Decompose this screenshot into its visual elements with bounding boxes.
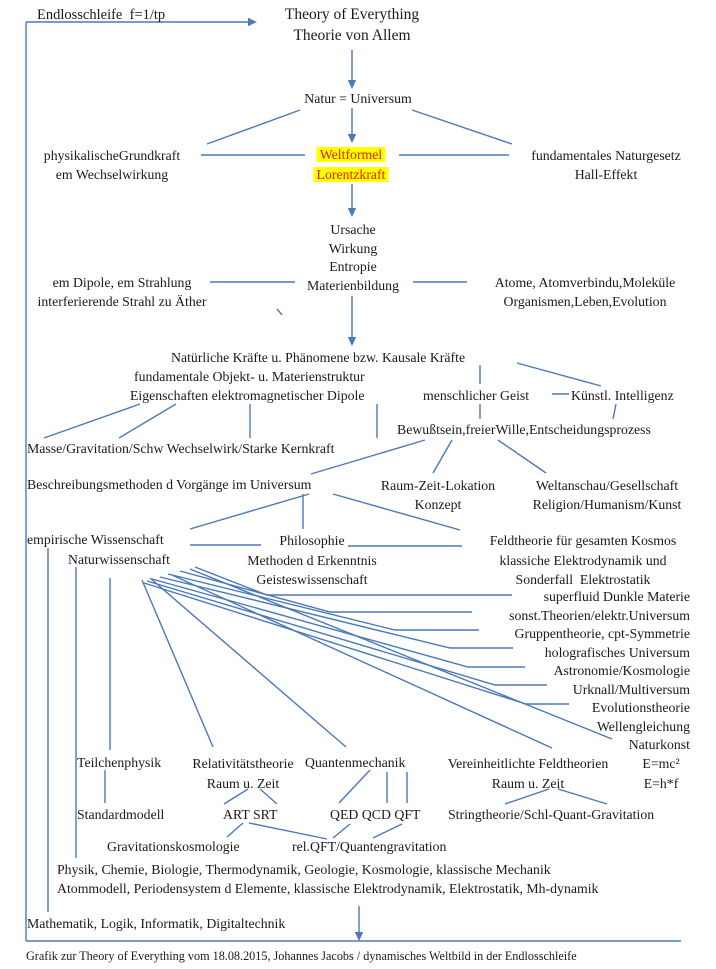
arrowhead-loop-top [248, 18, 257, 26]
node-quantenmechanik [305, 754, 405, 773]
connector-beschreibung-to-empirische [190, 494, 309, 529]
node-caption-line: Grafik zur Theory of Everything vom 18.08.2015, Johannes Jacobs / dynamisches Weltbild in der Endlosschleife [26, 949, 577, 963]
node-physikalische-grundkraft [44, 146, 180, 184]
connector-qed-to-relqft [333, 824, 350, 838]
node-relativitaetstheorie [192, 754, 293, 794]
node-em-dipole-line: interferierende Strahl zu Äther [37, 293, 207, 309]
connector-natur-to-grundkraft [207, 110, 300, 144]
node-ursache-gruppe [307, 221, 399, 296]
node-atome-line: Organismen,Leben,Evolution [503, 293, 667, 309]
node-sonst-theorien [509, 607, 690, 626]
node-philosophie-line: Methoden d Erkenntnis [247, 552, 377, 568]
node-beschreibungsmethoden [27, 476, 311, 495]
node-naturwissenschaft [68, 551, 170, 570]
node-naturkonst [629, 736, 690, 755]
connector-bewusstsein-to-raumzeit [433, 440, 452, 473]
node-wellengleichung-line: Wellengleichung [596, 719, 690, 734]
node-ursache-gruppe-line: Entropie [329, 259, 377, 275]
node-weltanschau-line: Weltanschau/Gesellschaft [535, 478, 679, 493]
connector-fan-relativitaet [142, 580, 213, 747]
node-holografisches-universum [545, 644, 690, 663]
arrowhead-title-to-natur [348, 80, 356, 89]
connector-artsrt-to-relqft [249, 823, 327, 839]
node-qed-qcd-qft [330, 806, 420, 825]
node-weltformel-line: Weltformel [317, 147, 385, 162]
node-endlosschleife [37, 6, 165, 25]
connector-natur-to-naturgesetz [412, 110, 512, 144]
node-physik-reihe-line: Physik, Chemie, Biologie, Thermodynamik, Geologie, Kosmologie, klassische Mechanik [57, 862, 551, 877]
node-gravitationskosmologie [107, 838, 240, 857]
node-formeln [642, 754, 679, 794]
node-mathematik-reihe-line: Mathematik, Logik, Informatik, Digitaltechnik [27, 916, 286, 931]
node-feldtheorie-kosmos-line: Sonderfall Elektrostatik [515, 572, 651, 587]
node-raum-zeit-lokation-line: Konzept [414, 497, 462, 512]
node-em-dipole-line: em Dipole, em Strahlung [52, 275, 192, 290]
connector-stray-mark [277, 309, 282, 315]
node-weltformel-line: Lorentzkraft [314, 167, 389, 182]
node-natur-universum [304, 90, 411, 109]
node-empirische-wissenschaft [27, 531, 164, 550]
node-raum-zeit-lokation [381, 476, 495, 514]
node-evolutionstheorie-line: Evolutionstheorie [591, 700, 690, 715]
node-philosophie [247, 531, 377, 590]
arrowhead-weltformel-to-ursache [348, 208, 356, 217]
node-raum-zeit-lokation-line: Raum-Zeit-Lokation [380, 478, 496, 493]
node-menschlicher-geist [423, 387, 529, 406]
node-atome [495, 274, 675, 311]
node-wellengleichung [597, 718, 690, 737]
node-atommodell-reihe-line: Atommodell, Periodensystem d Elemente, klassische Elektrodynamik, Elektrostatik, Mh-dynamik [57, 881, 599, 896]
node-atommodell-reihe [57, 880, 598, 899]
node-fundamentale-objektstruktur [134, 368, 365, 387]
node-philosophie-line: Philosophie [279, 533, 345, 548]
node-fundamentales-naturgesetz [531, 146, 681, 184]
node-title [285, 4, 419, 46]
node-title-line: Theory of Everything [284, 6, 420, 23]
connector-quanten-to-qed [339, 770, 370, 803]
node-superfluid-line: superfluid Dunkle Materie [543, 589, 690, 604]
node-qed-qcd-qft-line: QED QCD QFT [330, 807, 421, 822]
node-urknall-multiversum-line: Urknall/Multiversum [572, 682, 690, 697]
node-relativitaetstheorie-line: Relativitätstheorie [192, 756, 294, 771]
node-philosophie-line: Geisteswissenschaft [256, 572, 368, 587]
node-bewusstsein [397, 421, 651, 440]
node-standardmodell [77, 806, 164, 825]
node-ursache-gruppe-line: Materienbildung [307, 278, 399, 294]
node-art-srt-line: ART SRT [223, 807, 278, 822]
node-weltformel [314, 145, 389, 185]
node-ursache-gruppe-line: Ursache [330, 222, 376, 237]
arrowhead-materienbildung-to-kraefte [348, 337, 356, 346]
node-sonst-theorien-line: sonst.Theorien/elektr.Universum [509, 608, 690, 623]
node-feldtheorie-kosmos-line: Feldtheorie für gesamten Kosmos [489, 533, 677, 548]
node-astronomie-kosmologie [554, 662, 690, 681]
arrowhead-return-arrow [355, 932, 363, 941]
node-eigenschaften-dipole [130, 387, 364, 406]
connector-ki-to-bewusstsein [613, 404, 616, 419]
node-title-line: Theorie von Allem [293, 27, 411, 44]
node-fundamentales-naturgesetz-line: fundamentales Naturgesetz [531, 148, 681, 163]
node-gravitationskosmologie-line: Gravitationskosmologie [107, 839, 240, 854]
node-fundamentale-objektstruktur-line: fundamentale Objekt- u. Materienstruktur [134, 369, 365, 384]
node-beschreibungsmethoden-line: Beschreibungsmethoden d Vorgänge im Universum [27, 477, 312, 492]
connector-fan-quantenmechanik [150, 578, 346, 747]
node-masse-gravitation-line: Masse/Gravitation/Schw Wechselwirk/Starke Kernkraft [27, 441, 335, 456]
node-urknall-multiversum [573, 681, 690, 700]
connector-qft-to-relqft [373, 824, 402, 838]
node-caption [26, 947, 577, 966]
node-endlosschleife-line: Endlosschleife f=1/tp [37, 7, 166, 23]
node-vereinheitlichte-feldtheorien-line: Raum u. Zeit [491, 776, 565, 791]
node-stringtheorie-line: Stringtheorie/Schl-Quant-Gravitation [448, 807, 655, 822]
node-em-dipole [38, 274, 207, 311]
node-natuerliche-kraefte [171, 349, 465, 368]
node-naturwissenschaft-line: Naturwissenschaft [68, 552, 170, 567]
node-physikalische-grundkraft-line: physikalischeGrundkraft [43, 148, 181, 163]
node-menschlicher-geist-line: menschlicher Geist [423, 388, 530, 403]
node-atome-line: Atome, Atomverbindu,Moleküle [494, 275, 676, 290]
node-weltanschau [533, 476, 682, 514]
node-rel-qft-line: rel.QFT/Quantengravitation [292, 839, 447, 854]
connector-dipole-to-masse-a [44, 404, 140, 438]
node-stringtheorie [448, 806, 654, 825]
node-vereinheitlichte-feldtheorien-line: Vereinheitlichte Feldtheorien [447, 756, 609, 771]
node-kuenstl-intelligenz-line: Künstl. Intelligenz [571, 388, 674, 403]
node-art-srt [223, 806, 277, 825]
node-standardmodell-line: Standardmodell [77, 807, 165, 822]
node-gruppentheorie [515, 625, 690, 644]
node-physik-reihe [57, 861, 551, 880]
node-relativitaetstheorie-line: Raum u. Zeit [206, 776, 280, 791]
node-naturkonst-line: Naturkonst [628, 737, 690, 752]
node-formeln-line: E=mc² [642, 756, 680, 771]
node-vereinheitlichte-feldtheorien [448, 754, 609, 794]
node-fundamentales-naturgesetz-line: Hall-Effekt [574, 167, 638, 182]
node-evolutionstheorie [592, 699, 690, 718]
node-astronomie-kosmologie-line: Astronomie/Kosmologie [553, 663, 690, 678]
node-holografisches-universum-line: holografisches Universum [544, 645, 690, 660]
arrowhead-natur-to-weltformel [348, 134, 356, 143]
node-empirische-wissenschaft-line: empirische Wissenschaft [27, 532, 164, 547]
node-eigenschaften-dipole-line: Eigenschaften elektromagnetischer Dipole [130, 388, 365, 403]
connector-fan-vereinheitlichte [172, 575, 552, 748]
node-weltanschau-line: Religion/Humanism/Kunst [532, 497, 682, 512]
node-feldtheorie-kosmos-line: klassiche Elektrodynamik und [499, 552, 667, 568]
connector-art-to-gravkosmologie [227, 823, 243, 837]
node-superfluid [544, 588, 690, 607]
connector-kraefte-to-ki [517, 363, 601, 386]
node-feldtheorie-kosmos [490, 531, 677, 590]
node-teilchenphysik [77, 754, 161, 773]
node-natur-universum-line: Natur = Universum [304, 91, 412, 106]
node-kuenstl-intelligenz [571, 387, 674, 406]
node-ursache-gruppe-line: Wirkung [328, 240, 378, 256]
node-mathematik-reihe [27, 915, 285, 934]
connector-bewusstsein-to-weltanschau [498, 440, 546, 473]
connector-fan-astronomie [152, 579, 525, 667]
node-natuerliche-kraefte-line: Natürliche Kräfte u. Phänomene bzw. Kausale Kräfte [171, 350, 466, 365]
node-quantenmechanik-line: Quantenmechanik [305, 755, 406, 770]
node-teilchenphysik-line: Teilchenphysik [77, 755, 162, 770]
node-masse-gravitation [27, 440, 334, 459]
node-gruppentheorie-line: Gruppentheorie, cpt-Symmetrie [514, 626, 690, 641]
node-bewusstsein-line: Bewußtsein,freierWille,Entscheidungsprozess [397, 422, 651, 437]
node-physikalische-grundkraft-line: em Wechselwirkung [55, 167, 169, 182]
node-formeln-line: E=h*f [643, 776, 679, 791]
node-rel-qft [292, 838, 446, 857]
